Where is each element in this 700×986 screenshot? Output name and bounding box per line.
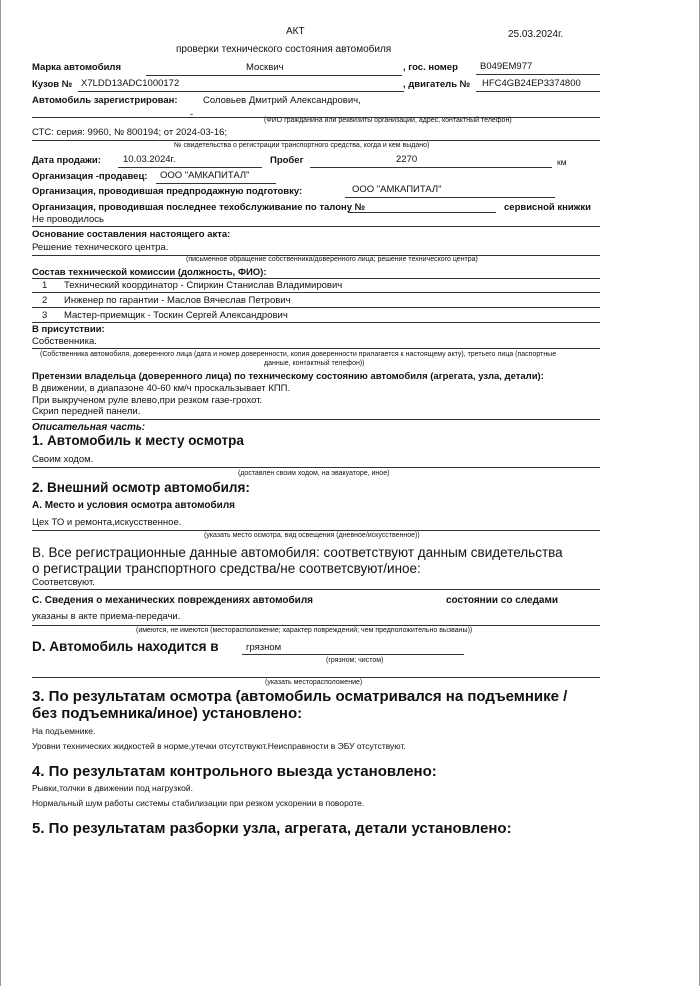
mileage-value: 2270 [396,154,418,165]
section-c-hint: (имеются, не имеются (месторасположение; характер повреждений; чем предположительно вызваны)) [136,627,473,634]
seller-value: ООО "АМКАПИТАЛ" [160,170,250,181]
description-heading: Описательная часть: [32,422,146,433]
sts-underline [32,140,600,141]
registered-value: Соловьев Дмитрий Александрович, [203,95,361,106]
section-c-title: С. Сведения о механических повреждениях автомобиля [32,595,314,606]
claims-label: Претензии владельца (доверенного лица) по техническому состоянию автомобиля (агрегата, узла, детали): [32,371,544,382]
section-a-title: А. Место и условия осмотра автомобиля [32,500,236,511]
sale-date-value: 10.03.2024г. [123,154,176,165]
presence-label: В присутствии: [32,324,105,335]
section-d-underline-2 [32,677,600,678]
section-d-value: грязном [246,642,282,653]
commission-rule-2 [32,307,600,308]
commission-rule-1 [32,292,600,293]
service-underline-1 [348,212,496,213]
act-title: АКТ [286,26,305,37]
section-3-value-1: На подъемнике. [32,726,96,736]
service-value: Не проводилось [32,214,104,225]
plate-label: , гос. номер [403,62,458,73]
page-border-left [0,0,1,986]
section-2-title: 2. Внешний осмотр автомобиля: [32,480,250,495]
seller-underline [156,183,276,184]
service-label: Организация, проводившая последнее техобслуживание по талону № [32,202,366,213]
section-c-value: указаны в акте приема-передачи. [32,611,181,622]
commission-num-2: 2 [42,295,48,306]
commission-rule-3 [32,322,600,323]
section-b-line-2: о регистрации транспортного средства/не соответсвуют/иное: [32,561,421,576]
commission-member-3: Мастер-приемщик - Тоскин Сергей Александрович [64,310,288,321]
claims-line-1: В движении, в диапазоне 40-60 км/ч проскальзывает КПП. [32,383,291,394]
section-1-underline [32,467,600,468]
commission-num-3: 3 [42,310,48,321]
presale-underline [345,197,555,198]
presence-hint-1: (Собственника автомобиля, доверенного лица (дата и номер доверенности, копия доверенности прилагается к настоящему акту), третьего лица (паспортные [40,351,557,358]
commission-rule-0 [32,278,600,279]
basis-label: Основание составления настоящего акта: [32,229,231,240]
commission-member-1: Технический координатор - Спиркин Станислав Владимирович [64,280,343,291]
section-c-right: состоянии со следами [446,595,559,606]
section-b-underline [32,589,600,590]
claims-underline [32,419,600,420]
section-a-underline [32,530,600,531]
section-3-value-2: Уровни технических жидкостей в норме,утечки отсутствуют.Неисправности в ЭБУ отсутствуют. [32,741,406,751]
section-d-hint: (грязном; чистом) [326,657,384,664]
section-1-title: 1. Автомобиль к месту осмотра [32,433,244,448]
sts-hint: № свидетельства о регистрации транспортного средства, когда и кем выдано) [174,142,430,149]
act-subtitle: проверки технического состояния автомобиля [176,44,392,55]
body-label: Кузов № [32,79,73,90]
registered-dash: - [190,109,194,120]
presence-hint-2: данные, контактный телефон)) [264,360,365,367]
section-4-value-2: Нормальный шум работы системы стабилизации при резком ускорении в повороте. [32,798,365,808]
section-1-value: Своим ходом. [32,454,94,465]
seller-label: Организация -продавец: [32,171,148,182]
section-a-hint: (указать место осмотра, вид освещения (дневное/искусственное)) [204,532,420,539]
act-date: 25.03.2024г. [508,29,564,40]
section-c-underline [32,625,600,626]
service-book-label: сервисной книжки [504,202,592,213]
engine-value: HFC4GB24EP3374800 [482,78,581,89]
claims-line-2: При выкрученом руле влево,при резком газе-грохот. [32,395,263,406]
claims-line-3: Скрип передней панели. [32,406,141,417]
commission-label: Состав технической комиссии (должность, ФИО): [32,267,267,278]
section-b-value: Соответсвуют. [32,577,95,588]
section-3-line-1: 3. По результатам осмотра (автомобиль осматривался на подъемнике / [32,688,568,705]
service-underline-2 [32,226,600,227]
section-1-hint: (доставлен своим ходом, на эвакуаторе, иное) [238,470,390,477]
registered-hint: (ФИО гражданина или реквизиты организации, адрес, контактный телефон) [264,117,512,124]
make-underline [146,75,402,76]
basis-hint: (письменное обращение собственника/доверенного лица; решение технического центра) [186,256,478,263]
section-d-underline [242,654,464,655]
body-underline [78,91,404,92]
make-value: Москвич [246,62,284,73]
presence-underline [32,348,600,349]
section-a-value: Цех ТО и ремонта,искусственное. [32,517,182,528]
mileage-underline [310,167,552,168]
sale-date-underline [118,167,262,168]
mileage-unit: км [557,157,567,167]
engine-label: , двигатель № [403,79,471,90]
section-b-line-1: В. Все регистрационные данные автомобиля: соответствуют данным свидетельства [32,545,563,560]
section-3-line-2: без подъемника/иное) установлено: [32,705,303,722]
plate-underline [476,74,600,75]
registered-label: Автомобиль зарегистрирован: [32,95,178,106]
presence-value: Собственника. [32,336,97,347]
section-d-hint-2: (указать месторасположение) [265,679,363,686]
commission-member-2: Инженер по гарантии - Маслов Вячеслав Петрович [64,295,291,306]
engine-underline [476,91,600,92]
mileage-label: Пробег [270,155,304,166]
presale-value: ООО "АМКАПИТАЛ" [352,184,442,195]
section-5-title: 5. По результатам разборки узла, агрегата, детали установлено: [32,820,512,837]
basis-value: Решение технического центра. [32,242,169,253]
section-4-title: 4. По результатам контрольного выезда установлено: [32,763,437,780]
body-value: X7LDD13ADC1000172 [81,78,180,89]
presale-label: Организация, проводившая предпродажную подготовку: [32,186,303,197]
make-label: Марка автомобиля [32,62,121,73]
sale-date-label: Дата продажи: [32,155,101,166]
section-d-title: D. Автомобиль находится в [32,639,219,654]
plate-value: В049ЕМ977 [480,61,533,72]
sts-value: СТС: серия: 9960, № 800194; от 2024-03-16; [32,127,228,138]
commission-num-1: 1 [42,280,48,291]
section-4-value-1: Рывки,толчки в движении под нагрузкой. [32,783,193,793]
